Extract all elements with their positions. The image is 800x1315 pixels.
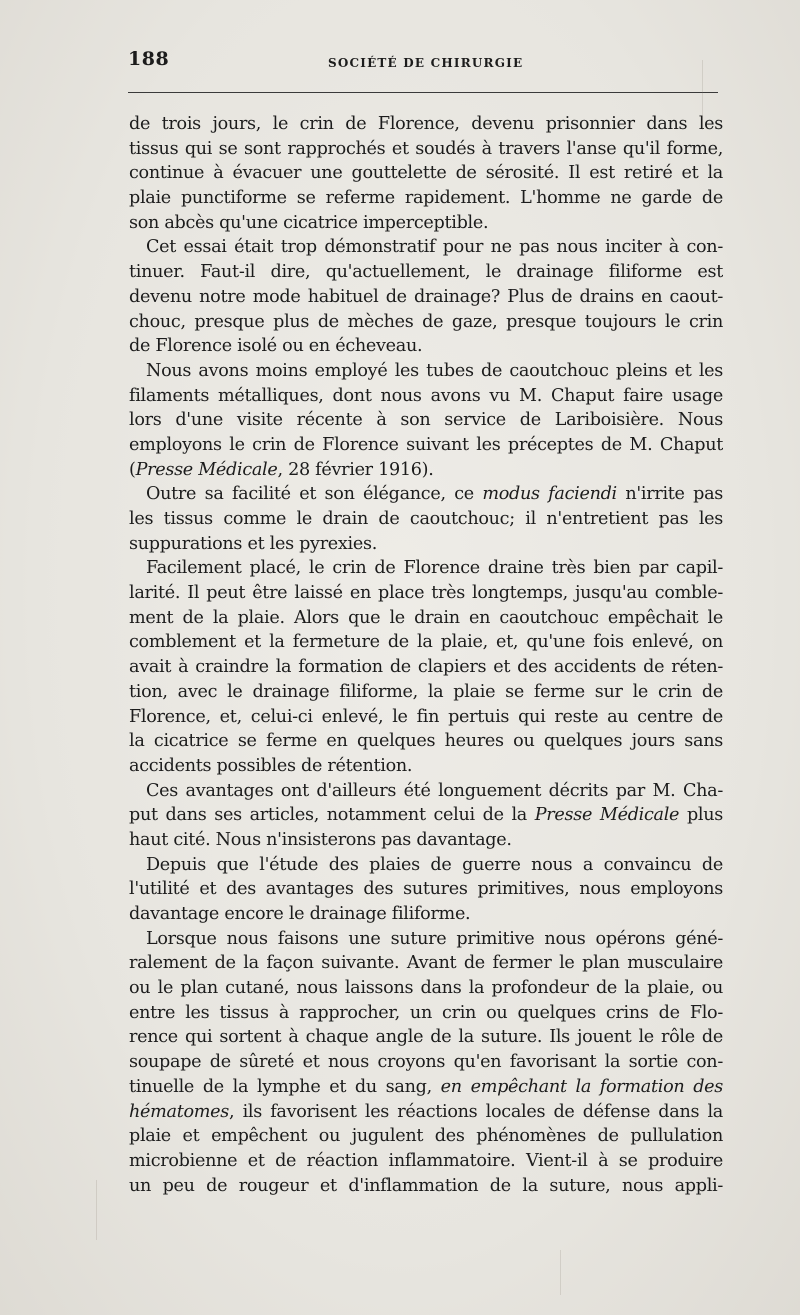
text-line: Depuis que l'étude des plaies de guerre nous a convaincu de bbox=[146, 854, 723, 875]
text-line: comblement et la fermeture de la plaie, et, qu'une fois enlevé, on bbox=[129, 632, 723, 653]
text-line: hématomes, ils favorisent les réactions locales de défense dans la bbox=[129, 1101, 723, 1122]
text-line: de Florence isolé ou en écheveau. bbox=[129, 336, 423, 357]
text-line: tinuer. Faut-il dire, qu'actuellement, le drainage filiforme est bbox=[129, 262, 723, 283]
text-line: ralement de la façon suivante. Avant de fermer le plan musculaire bbox=[129, 953, 723, 974]
italic-text: modus faciendi bbox=[482, 484, 617, 505]
italic-text: hématomes bbox=[129, 1101, 230, 1122]
text-line: put dans ses articles, notamment celui de la Presse Médicale plus bbox=[129, 805, 723, 826]
text-line: ou le plan cutané, nous laissons dans la profondeur de la plaie, ou bbox=[129, 978, 723, 999]
text-line: lors d'une visite récente à son service de Lariboisière. Nous bbox=[129, 410, 723, 431]
italic-text: Presse Médicale bbox=[534, 805, 680, 826]
text-line: Florence, et, celui-ci enlevé, le fin pertuis qui reste au centre de bbox=[129, 706, 723, 727]
text-line: Outre sa facilité et son élégance, ce modus faciendi n'irrite pas bbox=[146, 484, 723, 505]
body-text bbox=[129, 112, 723, 1198]
paper-mark bbox=[560, 1250, 561, 1295]
text-line: la cicatrice se ferme en quelques heures ou quelques jours sans bbox=[129, 731, 723, 752]
text-line: chouc, presque plus de mèches de gaze, presque toujours le crin bbox=[129, 311, 723, 332]
text-line: plaie et empêchent ou jugulent des phénomènes de pullulation bbox=[129, 1126, 723, 1147]
text-line: Ces avantages ont d'ailleurs été longuement décrits par M. Cha- bbox=[146, 780, 723, 801]
page-header bbox=[128, 44, 718, 78]
text-line: les tissus comme le drain de caoutchouc; il n'entretient pas les bbox=[129, 509, 723, 529]
text-line: filaments métalliques, dont nous avons vu M. Chaput faire usage bbox=[129, 385, 723, 406]
text-line: l'utilité et des avantages des sutures primitives, nous employons bbox=[129, 879, 723, 900]
text-line: Cet essai était trop démonstratif pour ne pas nous inciter à con- bbox=[146, 237, 723, 258]
text-line: tinuelle de la lymphe et du sang, en empêchant la formation des bbox=[129, 1076, 723, 1097]
text-line: Nous avons moins employé les tubes de caoutchouc pleins et les bbox=[146, 360, 723, 381]
text-line: (Presse Médicale, 28 février 1916). bbox=[129, 459, 434, 480]
text-line: devenu notre mode habituel de drainage? Plus de drains en caout- bbox=[129, 286, 723, 307]
text-line: rence qui sortent à chaque angle de la suture. Ils jouent le rôle de bbox=[129, 1027, 723, 1048]
text-line: Lorsque nous faisons une suture primitive nous opérons géné- bbox=[146, 928, 723, 949]
text-line: un peu de rougeur et d'inflammation de la suture, nous appli- bbox=[129, 1175, 723, 1196]
text-line: continue à évacuer une gouttelette de sérosité. Il est retiré et la bbox=[129, 163, 723, 184]
text-line: haut cité. Nous n'insisterons pas davantage. bbox=[129, 829, 512, 850]
text-line: ment de la plaie. Alors que le drain en caoutchouc empêchait le bbox=[129, 607, 723, 628]
text-line: davantage encore le drainage filiforme. bbox=[129, 904, 471, 924]
text-line: employons le crin de Florence suivant les préceptes de M. Chaput bbox=[129, 434, 723, 455]
text-line: Facilement placé, le crin de Florence draine très bien par capil- bbox=[146, 558, 723, 579]
text-line: microbienne et de réaction inflammatoire. Vient-il à se produire bbox=[129, 1150, 723, 1171]
page-number: 188 bbox=[128, 48, 170, 70]
text-line: soupape de sûreté et nous croyons qu'en favorisant la sortie con- bbox=[129, 1052, 723, 1073]
text-line: plaie punctiforme se referme rapidement. L'homme ne garde de bbox=[129, 188, 723, 209]
paper-mark bbox=[702, 60, 703, 130]
text-line: accidents possibles de rétention. bbox=[129, 755, 413, 776]
text-line: tissus qui se sont rapprochés et soudés à travers l'anse qu'il forme, bbox=[129, 138, 723, 159]
text-line: entre les tissus à rapprocher, un crin ou quelques crins de Flo- bbox=[129, 1002, 723, 1023]
text-line: de trois jours, le crin de Florence, devenu prisonnier dans les bbox=[129, 114, 723, 134]
text-line: suppurations et les pyrexies. bbox=[129, 533, 377, 554]
text-line: avait à craindre la formation de clapiers et des accidents de réten- bbox=[129, 657, 723, 678]
header-rule bbox=[128, 92, 718, 93]
text-line: tion, avec le drainage filiforme, la plaie se ferme sur le crin de bbox=[129, 681, 723, 702]
italic-text: en empêchant la formation des bbox=[440, 1076, 723, 1097]
text-line: larité. Il peut être laissé en place très longtemps, jusqu'au comble- bbox=[129, 583, 723, 604]
paper-mark bbox=[96, 1180, 97, 1240]
running-head: SOCIÉTÉ DE CHIRURGIE bbox=[328, 56, 524, 70]
text-line: son abcès qu'une cicatrice imperceptible. bbox=[129, 212, 489, 233]
italic-text: Presse Médicale bbox=[135, 459, 278, 480]
